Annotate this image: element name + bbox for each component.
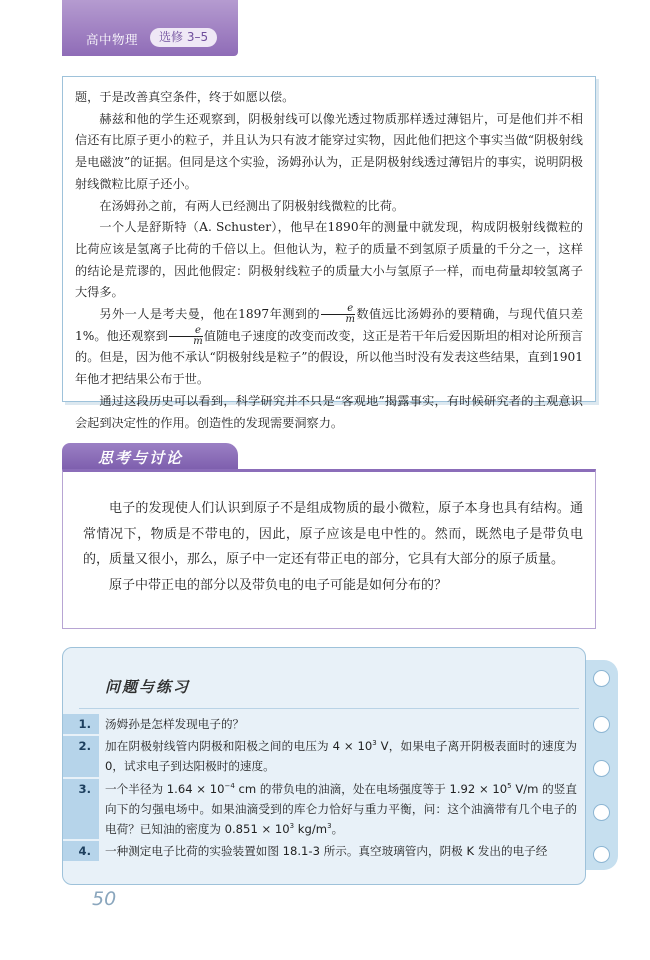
fraction-denominator: m <box>193 335 203 347</box>
exercise-number: 3. <box>63 779 99 840</box>
binder-tabs <box>586 660 618 870</box>
exercises-box <box>62 647 586 885</box>
fraction-denominator: m <box>345 314 355 326</box>
paragraph: 一个人是舒斯特（A. Schuster），他早在1890年的测量中就发现，构成阴极射线微粒的比荷应该是氢离子比荷的千倍以上。但他认为，粒子的质量不到氢原子质量的千分之一，这样的结论是荒谬的，因此他假定：阴极射线粒子的质量大小与氢原子一样，而电荷量却较氢离子大得多。 <box>75 220 583 300</box>
book-header-tab <box>62 0 238 56</box>
paragraph: 原子中带正电的部分以及带负电的电子可能是如何分布的？ <box>109 577 448 593</box>
paragraph: 通过这段历史可以看到，科学研究并不只是“客观地”揭露事实，有时候研究者的主观意识会起到决定性的作用。创造性的发现需要洞察力。 <box>75 393 583 430</box>
text-run: cm 的带负电的油滴，处在电场强度等于 1.92 × 10 <box>234 781 508 796</box>
fraction-numerator: e <box>169 326 203 337</box>
exercise-item <box>63 841 587 861</box>
binder-ring-icon <box>593 670 610 687</box>
text-run: 。 <box>331 822 344 837</box>
page-number: 50 <box>92 888 117 910</box>
binder-ring-icon <box>593 846 610 863</box>
text-run: 一个半径为 1.64 × 10 <box>105 781 225 796</box>
paragraph: 题，于是改善真空条件，终于如愿以偿。 <box>75 90 295 104</box>
exercise-text: 汤姆孙是怎样发现电子的？ <box>105 717 245 731</box>
history-text-box <box>62 76 596 430</box>
text-run: kg/m <box>294 822 328 837</box>
exercise-number: 2. <box>63 736 99 776</box>
exercises-header <box>79 658 579 709</box>
exercise-text <box>99 736 577 776</box>
text-run: 另外一人是考夫曼，他在1897年测到的 <box>99 307 321 322</box>
text-run: V，如果电子离开阴极表面时的速度为 0，试求电子到达阳极时的速度。 <box>105 739 577 774</box>
volume-badge: 选修 3–5 <box>150 28 217 47</box>
binder-ring-icon <box>593 760 610 777</box>
discussion-text <box>83 496 583 598</box>
discussion-header-tab <box>62 443 238 469</box>
charge-mass-fraction <box>169 326 203 347</box>
history-text <box>75 87 583 434</box>
paragraph: 赫兹和他的学生还观察到，阴极射线可以像光透过物质那样透过薄铝片，可是他们并不相信还有比原子更小的粒子，并且认为只有波才能穿过实物，因此他们把这个事实当做“阴极射线是电磁波”的证据。但同是这个实验，汤姆孙认为，正是阴极射线透过薄铝片的事实，说明阴极射线微粒比原子还小。 <box>75 111 583 191</box>
fraction-numerator: e <box>321 304 355 315</box>
discussion-box <box>62 469 596 629</box>
exercises-title: 问题与练习 <box>105 678 191 696</box>
text-run: 加在阴极射线管内阴极和阳极之间的电压为 4 × 10 <box>105 739 373 754</box>
exercise-number: 1. <box>63 714 99 734</box>
text-run: 数值远比汤姆孙的要精确，与现代值只差 1%。他还观察到 <box>75 307 583 343</box>
paragraph-kaufmann <box>75 304 583 391</box>
text-run: 值随电子速度的改变而改变，这正是若干年后爱因斯坦的相对论所预言的。但是，因为他不承认“阴极射线是粒子”的假设，所以他当时没有发表这些结果，直到1901年他才把结果公布于世。 <box>75 328 584 387</box>
paragraph: 在汤姆孙之前，有两人已经测出了阴极射线微粒的比荷。 <box>99 198 405 213</box>
exercise-list <box>63 714 587 861</box>
charge-mass-fraction <box>321 304 355 325</box>
subject-title: 高中物理 <box>86 32 139 47</box>
exponent: 5 <box>507 781 512 790</box>
exponent: 3 <box>327 822 332 831</box>
exercise-text: 一种测定电子比荷的实验装置如图 18.1-3 所示。真空玻璃管内，阴极 K 发出的电子经 <box>105 844 548 859</box>
exponent: 3 <box>289 822 295 831</box>
paragraph: 电子的发现使人们认识到原子不是组成物质的最小微粒，原子本身也具有结构。通常情况下，物质是不带电的，因此，原子应该是电中性的。然而，既然电子是带负电的，质量又很小，那么，原子中一定还有带正电的部分，它具有大部分的原子质量。 <box>83 501 583 567</box>
exercise-item <box>63 736 587 776</box>
exercise-text <box>99 779 577 840</box>
exercise-item <box>63 714 587 734</box>
exponent: −4 <box>224 781 235 790</box>
binder-ring-icon <box>593 804 610 821</box>
exercise-number: 4. <box>63 841 99 861</box>
binder-ring-icon <box>593 716 610 733</box>
discussion-title: 思考与讨论 <box>98 449 184 467</box>
text-run: V/m 的竖直向下的匀强电场中。如果油滴受到的库仑力恰好与重力平衡，问：这个油滴带有几个电子的电荷？已知油的密度为 0.851 × 10 <box>105 781 577 837</box>
exponent: 3 <box>372 739 377 748</box>
exercise-item <box>63 779 587 840</box>
